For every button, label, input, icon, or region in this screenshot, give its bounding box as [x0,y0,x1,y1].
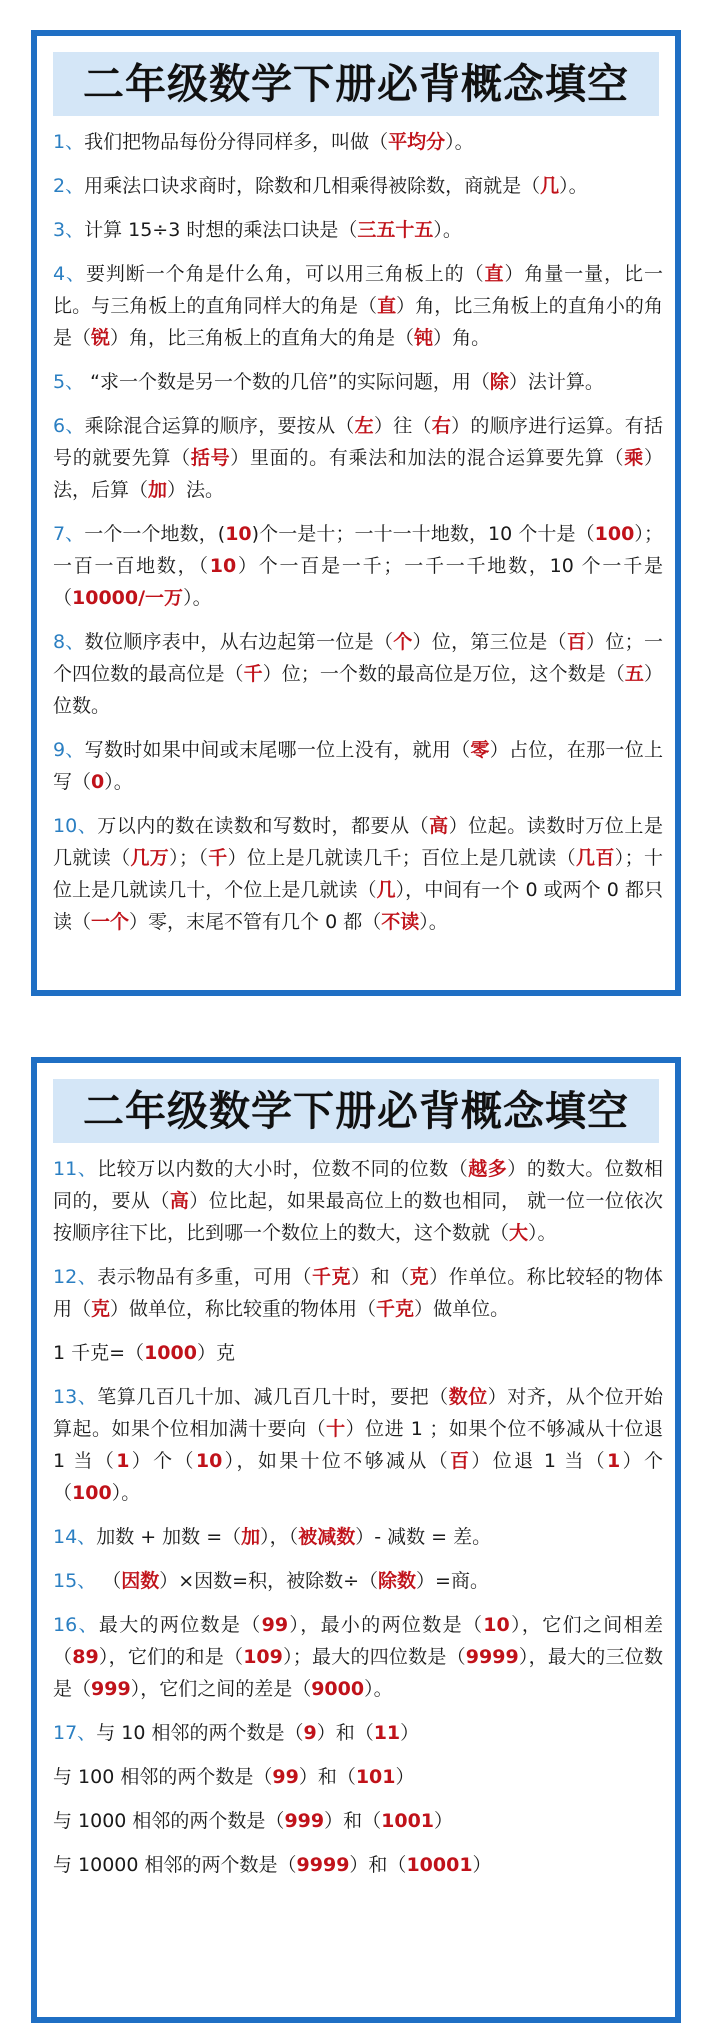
prompt-text: ） [400,1722,420,1744]
answer-text: 几 [540,175,560,197]
prompt-text: ）。 [419,911,448,933]
prompt-text: ）里面的。有乘法和加法的混合运算要先算（ [230,447,625,469]
item-number: 4、 [53,263,86,285]
prompt-text: ）个（ [129,1450,196,1472]
prompt-text: （ [96,1570,122,1592]
prompt-text: ）位；一个四位数的最高位是（ [53,631,663,685]
prompt-text: ）位数。 [53,663,663,717]
item-number: 2、 [53,175,85,197]
prompt-text: ），它们之间的差是（ [130,1678,312,1700]
prompt-text: 乘除混合运算的顺序，要按从（ [84,415,355,437]
prompt-text: 最大的两位数是（ [98,1614,262,1636]
prompt-text: 与 10000 相邻的两个数是（ [53,1854,297,1876]
item-number: 13、 [53,1386,98,1408]
prompt-text: ）。 [559,175,588,197]
answer-text: 直 [484,263,505,285]
prompt-text: ）占位，在那一位上写（ [53,739,663,793]
answer-text: 三五十五 [357,219,434,241]
concept-item [53,626,663,722]
answer-text: 千克 [376,1298,415,1320]
prompt-text: ）位；一个数的最高位是万位，这个数是（ [262,663,625,685]
answer-text: 100 [72,1482,112,1504]
prompt-text: 万以内的数在读数和写数时，都要从（ [97,815,430,837]
prompt-text: 加数 + 加数 =（ [96,1526,242,1548]
answer-text: 99 [272,1766,299,1788]
item-spacer [53,354,663,366]
item-number: 6、 [53,415,85,437]
prompt-text: 要判断一个角是什么角，可以用三角板上的（ [85,263,485,285]
answer-text: 99 [261,1614,289,1636]
item-spacer [53,1705,663,1717]
answer-text: 越多 [468,1158,508,1180]
answer-text: 9999 [465,1646,519,1668]
answer-text: 几百 [576,847,615,869]
answer-text: 个 [393,631,413,653]
concept-item [53,170,663,202]
prompt-text: ）往（ [373,415,432,437]
answer-text: 999 [91,1678,131,1700]
card-title: 二年级数学下册必背概念填空 [53,1079,659,1143]
prompt-text: ）位比起，如果最高位上的数也相同， 就一位一位依次按顺序往下比，比到哪一个数位上的数大，这个数就（ [53,1190,663,1244]
prompt-text: ） [472,1854,492,1876]
prompt-text: ）；一百一百地数，（ [53,523,663,577]
prompt-text: ）法，后算（ [53,447,663,501]
item-number: 17、 [53,1722,97,1744]
prompt-text: ）角，比三角板上的直角小的角是（ [53,295,663,349]
prompt-text: ）- 减数 = 差。 [355,1526,492,1548]
answer-text: 一个 [91,911,130,933]
prompt-text: ），（ [260,1526,299,1548]
answer-text: 除 [489,371,509,393]
item-number: 16、 [53,1614,99,1636]
item-spacer [53,1553,663,1565]
prompt-text: ） [434,1810,454,1832]
answer-text: 右 [431,415,452,437]
worksheet-card-1 [31,30,681,996]
prompt-text: ）和（ [351,1266,410,1288]
prompt-text: ）。 [528,1222,557,1244]
prompt-text: ）做单位，称比较重的物体用（ [110,1298,377,1320]
answer-text: 千 [208,847,228,869]
answer-text: 百 [450,1450,472,1472]
prompt-text: ）位进 1 ；如果个位不够减从十位退 1 当（ [53,1418,663,1472]
concept-item [53,518,663,614]
prompt-text: ）。 [104,771,133,793]
answer-text: 零 [470,739,490,761]
item-number: 15、 [53,1570,97,1592]
concept-item [53,1717,663,1749]
prompt-text: ）个（ [53,1450,663,1504]
card-title: 二年级数学下册必背概念填空 [53,52,659,116]
answer-text: 直 [377,295,397,317]
concept-item [53,1805,663,1837]
answer-text: 1001 [381,1810,435,1832]
prompt-text: ）的顺序进行运算。有括号的就要先算（ [53,415,663,469]
prompt-text: ），中间有一个 0 或两个 0 都只读（ [53,879,663,933]
answer-text: 1 [607,1450,621,1472]
item-spacer [53,1325,663,1337]
answer-text: 10 [225,523,252,545]
answer-text: 0 [91,771,105,793]
prompt-text: ）。 [364,1678,393,1700]
item-number: 5、 [53,371,85,393]
prompt-text: ）=商。 [416,1570,489,1592]
item-number: 9、 [53,739,85,761]
answer-text: 1 [116,1450,130,1472]
concept-item [53,258,663,354]
concept-item [53,214,663,246]
prompt-text: 1 千克=（ [53,1342,145,1364]
item-spacer [53,614,663,626]
prompt-text: ）。 [445,131,474,153]
item-spacer [53,202,663,214]
item-number: 14、 [53,1526,97,1548]
prompt-text: 笔算几百几十加、减几百几十时，要把（ [97,1386,449,1408]
prompt-text: 计算 15÷3 时想的乘法口诀是（ [84,219,358,241]
answer-text: 平均分 [388,131,446,153]
answer-text: 五 [624,663,644,685]
answer-text: 除数 [378,1570,417,1592]
concept-item [53,366,663,398]
prompt-text: ）法计算。 [508,371,604,393]
prompt-text: ），最大的三位数是（ [53,1646,663,1700]
answer-text: 999 [284,1810,325,1832]
item-spacer [53,1509,663,1521]
prompt-text: ），它们之间相差（ [53,1614,663,1668]
answer-text: 11 [373,1722,401,1744]
item-number: 12、 [53,1266,98,1288]
answer-text: 1000 [144,1342,197,1364]
answer-text: 10 [209,555,237,577]
answer-text: 加 [241,1526,261,1548]
answer-text: 几万 [130,847,170,869]
prompt-text: ）法。 [167,479,225,501]
answer-text: 9999 [296,1854,350,1876]
concept-item [53,810,663,938]
concept-item [53,1849,663,1881]
prompt-text: 与 10 相邻的两个数是（ [96,1722,304,1744]
prompt-text: ）。 [433,219,462,241]
answer-text: 钝 [414,327,434,349]
item-spacer [53,506,663,518]
prompt-text: ）；十位上是几就读几十，个位上是几就读（ [53,847,663,901]
answer-text: 9000 [311,1678,365,1700]
prompt-text: ）和（ [316,1722,374,1744]
item-number: 10、 [53,815,98,837]
prompt-text: 表示物品有多重，可用（ [97,1266,313,1288]
answer-text: 高 [169,1190,190,1212]
answer-text: 百 [566,631,587,653]
prompt-text: ）角，比三角板上的直角大的角是（ [110,327,415,349]
answer-text: 括号 [190,447,231,469]
prompt-text: ）×因数=积，被除数÷（ [159,1570,379,1592]
item-spacer [53,158,663,170]
prompt-text: ）做单位。 [414,1298,510,1320]
answer-text: 高 [429,815,449,837]
answer-text: 锐 [91,327,111,349]
prompt-text: ）。 [183,587,212,609]
prompt-text: ）和（ [298,1766,356,1788]
concept-item [53,1381,663,1509]
concept-item [53,1565,663,1597]
prompt-text: 数位顺序表中，从右边起第一位是（ [84,631,394,653]
prompt-text: ）克 [196,1342,235,1364]
prompt-text: 我们把物品每份分得同样多，叫做（ [84,131,389,153]
item-spacer [53,798,663,810]
prompt-text: ）位，第三位是（ [412,631,567,653]
prompt-text: ）个一百是一千；一千一千地数，10 个一千是（ [53,555,663,609]
prompt-text: ），它们的和是（ [98,1646,244,1668]
answer-text: 10000/一万 [72,587,184,609]
item-spacer [53,1837,663,1849]
concept-item [53,1521,663,1553]
answer-text: 不读 [381,911,420,933]
prompt-text: ）位上是几就读几千；百位上是几就读（ [227,847,577,869]
item-number: 7、 [53,523,85,545]
concept-item [53,734,663,798]
item-number: 3、 [53,219,85,241]
prompt-text: ） [395,1766,415,1788]
prompt-text: 用乘法口诀求商时，除数和几相乘得被除数，商就是（ [84,175,541,197]
concept-item [53,1761,663,1793]
answer-text: 克 [91,1298,111,1320]
concept-item [53,1609,663,1705]
prompt-text: ）角量一量，比一比。与三角板上的直角同样大的角是（ [53,263,663,317]
concept-item [53,410,663,506]
item-spacer [53,1369,663,1381]
item-spacer [53,246,663,258]
worksheet-card-2 [31,1057,681,2023]
prompt-text: ）；（ [169,847,209,869]
prompt-text: 一个一个地数，( [84,523,226,545]
item-spacer [53,722,663,734]
item-spacer [53,1249,663,1261]
answer-text: 109 [243,1646,283,1668]
item-spacer [53,1749,663,1761]
prompt-text: ）；最大的四位数是（ [282,1646,466,1668]
item-list [37,1153,675,1881]
prompt-text: ）和（ [324,1810,382,1832]
prompt-text: ）作单位。称比较轻的物体用（ [53,1266,663,1320]
prompt-text: “求一个数是另一个数的几倍”的实际问题，用（ [84,371,490,393]
concept-item [53,1337,663,1369]
prompt-text: ）零，末尾不管有几个 0 都（ [129,911,382,933]
prompt-text: ）的数大。位数相同的，要从（ [53,1158,663,1212]
concept-item [53,126,663,158]
prompt-text: 与 1000 相邻的两个数是（ [53,1810,285,1832]
item-spacer [53,398,663,410]
prompt-text: ）位起。读数时万位上是几就读（ [53,815,663,869]
item-spacer [53,1793,663,1805]
prompt-text: ），最小的两位数是（ [288,1614,484,1636]
item-list [37,126,675,938]
answer-text: 大 [509,1222,529,1244]
concept-item [53,1261,663,1325]
prompt-text: 与 100 相邻的两个数是（ [53,1766,273,1788]
prompt-text: ）。 [111,1482,141,1504]
answer-text: 千克 [312,1266,352,1288]
answer-text: 克 [409,1266,430,1288]
answer-text: 100 [594,523,635,545]
answer-text: 几 [376,879,396,901]
answer-text: 101 [355,1766,396,1788]
prompt-text: 写数时如果中间或末尾哪一位上没有，就用（ [84,739,471,761]
answer-text: 十 [326,1418,346,1440]
item-number: 8、 [53,631,85,653]
answer-text: 加 [148,479,168,501]
answer-text: 89 [72,1646,99,1668]
prompt-text: )个一是十；一十一十地数，10 个十是（ [251,523,595,545]
answer-text: 乘 [624,447,644,469]
item-spacer [53,1597,663,1609]
answer-text: 数位 [448,1386,488,1408]
answer-text: 千 [243,663,263,685]
concept-item [53,1153,663,1249]
prompt-text: ）对齐，从个位开始算起。如果个位相加满十要向（ [53,1386,663,1440]
prompt-text: ），如果十位不够减从（ [222,1450,451,1472]
answer-text: 10001 [406,1854,473,1876]
prompt-text: ）和（ [349,1854,407,1876]
answer-text: 9 [303,1722,317,1744]
prompt-text: ）角。 [433,327,491,349]
answer-text: 因数 [121,1570,160,1592]
answer-text: 10 [195,1450,223,1472]
item-number: 1、 [53,131,85,153]
prompt-text: ）位退 1 当（ [471,1450,608,1472]
item-number: 11、 [53,1158,98,1180]
answer-text: 被减数 [298,1526,356,1548]
answer-text: 10 [483,1614,510,1636]
prompt-text: 比较万以内数的大小时，位数不同的位数（ [97,1158,469,1180]
answer-text: 左 [354,415,374,437]
